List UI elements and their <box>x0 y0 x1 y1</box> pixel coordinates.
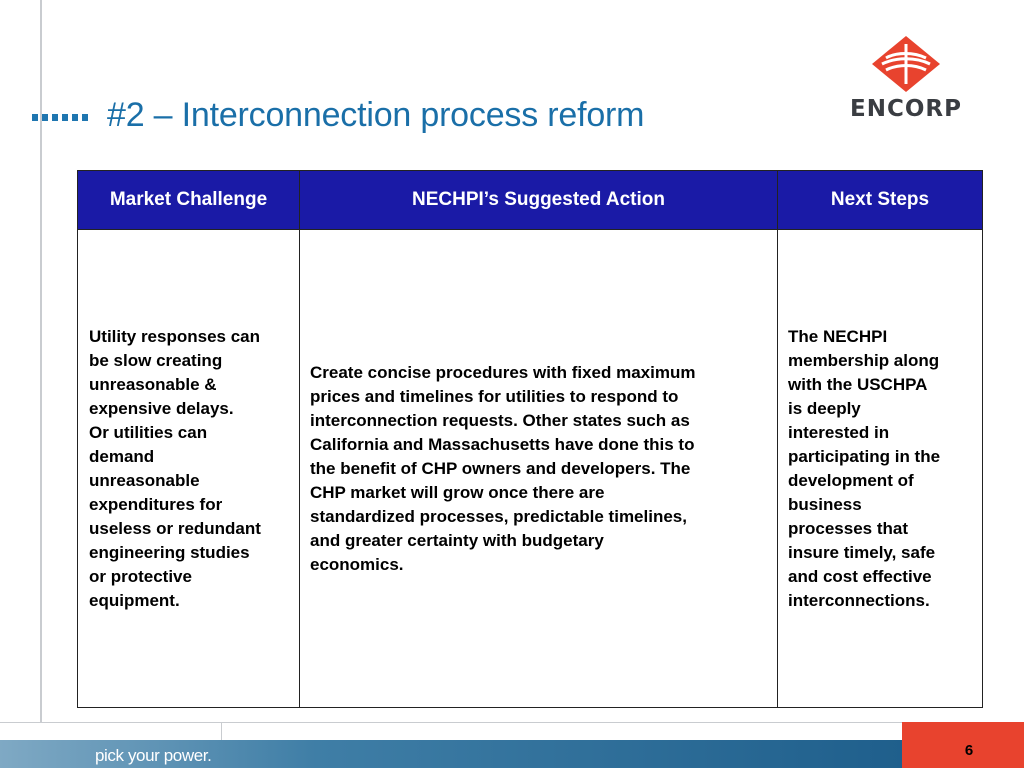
next-steps-line: is deeply <box>788 398 861 418</box>
header-suggested-action: NECHPI’s Suggested Action <box>300 171 778 230</box>
next-steps-line: membership along <box>788 350 940 370</box>
market-challenge-cell <box>78 230 300 708</box>
challenge-line: expenditures for <box>89 494 223 514</box>
encorp-logo-mark-icon <box>826 34 986 96</box>
action-line: Create concise procedures with fixed maximum <box>310 362 696 382</box>
challenge-line: Utility responses can <box>89 326 261 346</box>
table-row <box>78 230 983 708</box>
challenge-line: engineering studies <box>89 542 250 562</box>
header-next-steps: Next Steps <box>778 171 983 230</box>
next-steps-line: interconnections. <box>788 590 930 610</box>
challenge-line: unreasonable <box>89 470 200 490</box>
left-margin-rule <box>40 0 42 722</box>
next-steps-line: with the USCHPA <box>788 374 928 394</box>
challenge-line: expensive delays. <box>89 398 234 418</box>
action-line: CHP market will grow once there are <box>310 482 605 502</box>
encorp-logo <box>826 34 986 124</box>
next-steps-line: interested in <box>788 422 890 442</box>
next-steps-line: processes that <box>788 518 908 538</box>
action-line: economics. <box>310 554 404 574</box>
slide-title: #2 – Interconnection process reform <box>107 96 645 134</box>
challenge-line: Or utilities can <box>89 422 208 442</box>
challenge-line: or protective <box>89 566 192 586</box>
title-bullet-dots-icon <box>32 114 88 121</box>
suggested-action-cell <box>300 230 778 708</box>
action-line: and greater certainty with budgetary <box>310 530 604 550</box>
action-line: California and Massachusetts have done this to <box>310 434 695 454</box>
next-steps-line: The NECHPI <box>788 326 888 346</box>
logo-wordmark: ENCORP <box>850 96 962 122</box>
action-line: interconnection requests. Other states such as <box>310 410 690 430</box>
table-header-row <box>78 171 983 230</box>
challenge-line: unreasonable & <box>89 374 217 394</box>
action-line: prices and timelines for utilities to respond to <box>310 386 679 406</box>
next-steps-line: and cost effective <box>788 566 932 586</box>
next-steps-line: participating in the <box>788 446 941 466</box>
challenge-line: demand <box>89 446 155 466</box>
challenge-line: equipment. <box>89 590 180 610</box>
challenge-line: useless or redundant <box>89 518 261 538</box>
next-steps-cell <box>778 230 983 708</box>
action-line: standardized processes, predictable timelines, <box>310 506 687 526</box>
next-steps-line: business <box>788 494 862 514</box>
footer-tagline: pick your power. <box>95 746 212 765</box>
action-line: the benefit of CHP owners and developers. The <box>310 458 691 478</box>
next-steps-line: development of <box>788 470 914 490</box>
footer-tick <box>221 722 222 740</box>
header-market-challenge: Market Challenge <box>78 171 300 230</box>
footer-divider <box>0 722 1024 723</box>
challenge-action-table <box>77 170 983 708</box>
page-number: 6 <box>964 742 974 759</box>
challenge-line: be slow creating <box>89 350 223 370</box>
next-steps-line: insure timely, safe <box>788 542 936 562</box>
